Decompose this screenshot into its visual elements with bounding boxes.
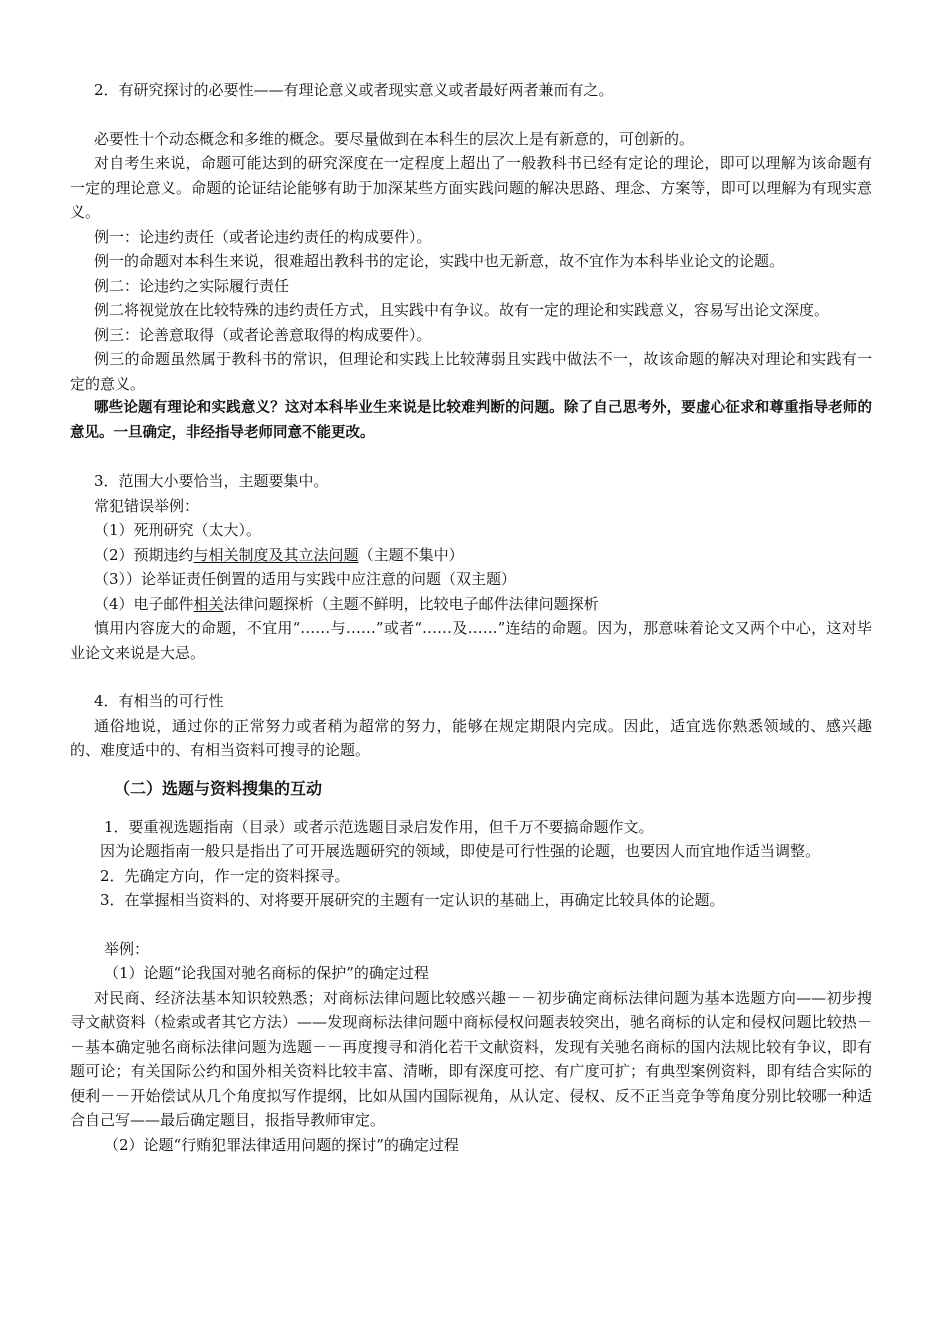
bold-note: 哪些论题有理论和实践意义？这对本科毕业生来说是比较难判断的问题。除了自己思考外，要虚心征求和尊重指导老师的意见。一旦确定，非经指导老师同意不能更改。 xyxy=(70,400,872,441)
error-item: （1）死刑研究（太大）。 xyxy=(94,521,262,539)
list-item: 1．要重视选题指南（目录）或者示范选题目录启发作用，但千万不要搞命题作文。 xyxy=(104,817,654,836)
example-line: 例一：论违约责任（或者论违约责任的构成要件）。 xyxy=(94,227,432,246)
example-title: （2）论题“行贿犯罪法律适用问题的探讨”的确定过程 xyxy=(104,1135,459,1154)
paragraph: 例二将视觉放在比较特殊的违约责任方式，且实践中有争议。故有一定的理论和实践意义，容易写出论文深度。 xyxy=(94,301,830,319)
paragraph: 对民商、经济法基本知识较熟悉；对商标法律问题比较感兴趣－－初步确定商标法律问题为基本选题方向——初步搜寻文献资料（检索或者其它方法）——发现商标法律问题中商标侵权问题表较突出，驰名商标的认定和侵权问题比较热－－基本确定驰名商标法律问题为选题－－再度搜寻和消化若干文献资料，发现有关驰名商标的国内法规比较有争议，即有题可论；有关国际公约和国外相关资料比较丰富、清晰，即有深度可挖、有广度可扩；有典型案例资料，即有结合实际的便利－－开始偿试从几个角度拟写作提纲，比如从国内国际视角，从认定、侵权、反不正当竞争等角度分别比较哪一种适合自己写——最后确定题目，报指导教师审定。 xyxy=(70,988,872,1129)
underlined-text: 与相关制度及其立法问题 xyxy=(193,545,359,564)
list-item: 3．在掌握相当资料的、对将要开展研究的主题有一定认识的基础上，再确定比较具体的论题。 xyxy=(100,891,725,909)
paragraph: 对自考生来说，命题可能达到的研究深度在一定程度上超出了一般教科书已经有定论的理论，即可以理解为该命题有一定的理论意义。命题的论证结论能够有助于加深某些方面实践问题的解决思路、理念、方案等，即可以理解为有现实意义。 xyxy=(70,154,872,221)
section-heading-scope: 3．范围大小要恰当，主题要集中。 xyxy=(94,472,329,490)
error-item: （4）电子邮件相关法律问题探析（主题不鲜明，比较电子邮件法律问题探析 xyxy=(94,594,599,613)
paragraph: 通俗地说，通过你的正常努力或者稍为超常的努力，能够在规定期限内完成。因此，适宜选你熟悉领域的、感兴趣的、难度适中的、有相当资料可搜寻的论题。 xyxy=(70,716,872,759)
paragraph: 例三的命题虽然属于教科书的常识，但理论和实践上比较薄弱且实践中做法不一，故该命题的解决对理论和实践有一定的意义。 xyxy=(70,350,872,393)
example-line: 例二：论违约之实际履行责任 xyxy=(94,276,290,295)
error-item: （3））论举证责任倒置的适用与实践中应注意的问题（双主题） xyxy=(94,570,517,588)
example-title: （1）论题“论我国对驰名商标的保护”的确定过程 xyxy=(104,964,429,982)
document-page xyxy=(70,78,872,1157)
paragraph: 因为论题指南一般只是指出了可开展选题研究的领域，即使是可行性强的论题，也要因人而宜地作适当调整。 xyxy=(100,842,821,860)
list-item: 2．先确定方向，作一定的资料探寻。 xyxy=(100,866,350,885)
part-title: （二）选题与资料搜集的互动 xyxy=(114,778,323,798)
section-heading-feasibility: 4．有相当的可行性 xyxy=(94,692,224,710)
paragraph: 例一的命题对本科生来说，很难超出教科书的定论，实践中也无新意，故不宜作为本科毕业论文的论题。 xyxy=(94,252,785,270)
errors-title: 常犯错误举例： xyxy=(94,496,200,515)
example-line: 例三：论善意取得（或者论善意取得的构成要件）。 xyxy=(94,325,432,344)
examples-title: 举例： xyxy=(104,939,150,958)
underlined-text: 相关 xyxy=(193,594,224,613)
paragraph: 慎用内容庞大的命题，不宜用“……与……”或者“……及……”连结的命题。因为，那意味着论文又两个中心，这对毕业论文来说是大忌。 xyxy=(70,619,872,662)
paragraph: 必要性十个动态概念和多维的概念。要尽量做到在本科生的层次上是有新意的，可创新的。 xyxy=(94,129,695,148)
section-heading-necessity: 2．有研究探讨的必要性——有理论意义或者现实意义或者最好两者兼而有之。 xyxy=(94,81,614,99)
error-item: （2）预期违约与相关制度及其立法问题（主题不集中） xyxy=(94,545,464,564)
